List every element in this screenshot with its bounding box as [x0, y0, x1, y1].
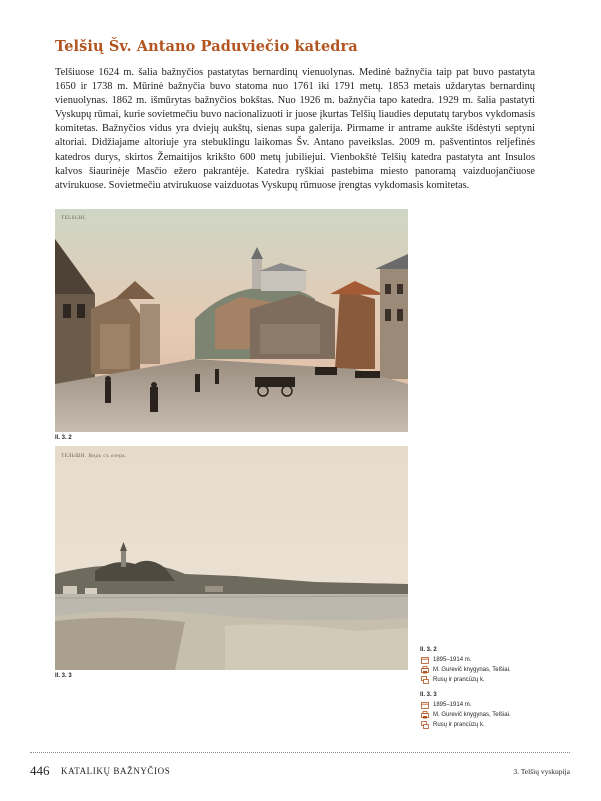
- metadata-date-row: [420, 700, 560, 710]
- metadata-date: 1895–1914 m.: [433, 702, 472, 708]
- language-icon: [420, 721, 429, 729]
- postcard-inscription: ТЕЛЬШИ. Видъ съ озера.: [61, 454, 127, 459]
- photo-metadata-block: [420, 647, 560, 685]
- photo-caption: Il. 3. 2: [55, 435, 72, 441]
- photo-metadata-block: [420, 692, 560, 730]
- metadata-date-row: [420, 655, 560, 665]
- postcard-photo-street: [55, 209, 408, 432]
- article-paragraph: Telšiuose 1624 m. šalia bažnyčios pastatytas bernardinų vienuolynas. Medinė bažnyčia taip pat buvo pastatyta 1650 ir 1738 m. Mūrinė bažnyčia buvo statoma nuo 1761 iki 1791 metų. 1853 metais uždarytas bernardinų vienuolynas. 1862 m. išmūrytas bažnyčios bokštas. Nuo 1926 m. bažnyčia tapo katedra. 1929 m. šalia pastatyti Vyskupų rūmai, kurie sovietmečiu buvo nacionalizuoti ir juose įkurtas Telšių liaudies deputatų tarybos vykdomasis komitetas. Bažnyčios vidus yra dviejų aukštų, sienas supa galerija. Pirmame ir antrame aukšte išdėstyti septyni altoriai. Didžiajame altoriuje yra stebuklingu laikomas Šv. Antano paveikslas. 2009 m. pašventintos reljefinės katedros durys, skirtos Žemaitijos krikšto 600 metų jubiliejui. Vienbokštė Telšių katedra pastatyta ant Insulos kalvos šiaurinėje Masčio ežero pakrantėje. Katedra ryškiai pastebima miesto panoramą vaizduojančiuose atvirukuose. Sovietmečiu atvirukuose vaizduotas Vyskupų rūmuose įrengtas vykdomasis komitetas.: [55, 67, 535, 191]
- metadata-date: 1895–1914 m.: [433, 657, 472, 663]
- postcard-photo-lake: [55, 446, 408, 670]
- metadata-language-row: [420, 720, 560, 730]
- metadata-label: Il. 3. 2: [420, 647, 437, 653]
- language-icon: [420, 676, 429, 684]
- metadata-label: Il. 3. 3: [420, 692, 437, 698]
- metadata-language-row: [420, 675, 560, 685]
- printer-icon: [420, 711, 429, 719]
- calendar-icon: [420, 701, 429, 709]
- metadata-publisher-row: [420, 710, 560, 720]
- metadata-publisher: M. Gurevič knygynas, Telšiai.: [433, 712, 511, 718]
- footer-divider: [30, 752, 570, 753]
- footer-chapter: 3. Telšių vyskupija: [513, 767, 570, 776]
- article-title: Telšių Šv. Antano Paduviečio katedra: [55, 38, 358, 55]
- metadata-language: Rusų ir prancūzų k.: [433, 722, 485, 728]
- metadata-publisher: M. Gurevič knygynas, Telšiai.: [433, 667, 511, 673]
- postcard-inscription: TELSCHI.: [61, 216, 87, 221]
- metadata-publisher-row: [420, 665, 560, 675]
- calendar-icon: [420, 656, 429, 664]
- page-number: 446: [30, 763, 50, 778]
- printer-icon: [420, 666, 429, 674]
- metadata-language: Rusų ir prancūzų k.: [433, 677, 485, 683]
- photo-caption: Il. 3. 3: [55, 673, 72, 679]
- footer-section-name: KATALIKŲ BAŽNYČIOS: [61, 766, 171, 776]
